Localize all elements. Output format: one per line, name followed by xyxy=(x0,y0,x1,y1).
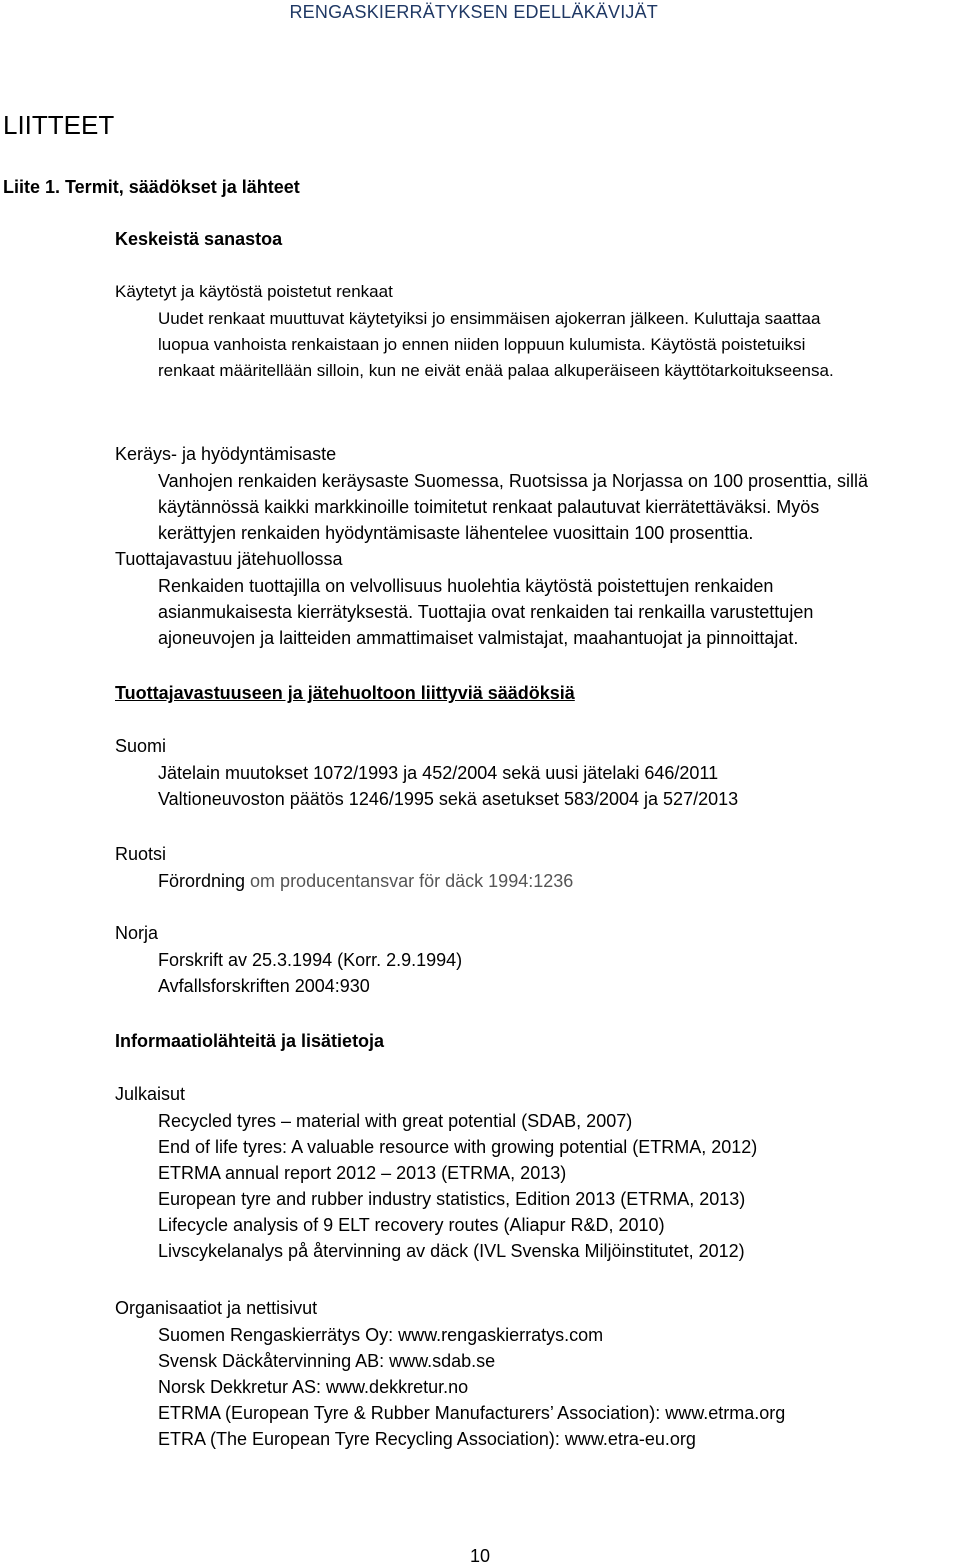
organizations-list xyxy=(158,1322,785,1452)
term-definition xyxy=(158,441,868,546)
page-number: 10 xyxy=(469,1546,491,1566)
appendix-heading: Liite 1. Termit, säädökset ja lähteet xyxy=(3,177,300,197)
publication-item: Recycled tyres – material with great potential (SDAB, 2007) xyxy=(158,1111,633,1131)
regulation-list xyxy=(158,947,462,999)
definition-line: Uudet renkaat muuttuvat käytetyiksi jo ensimmäisen ajokerran jälkeen. Kuluttaja saattaa xyxy=(158,309,821,328)
organization-item: ETRA (The European Tyre Recycling Association): www.etra-eu.org xyxy=(158,1429,696,1449)
country-name: Norja xyxy=(115,923,159,943)
definition-line: asianmukaisesta kierrätyksestä. Tuottajia ovat renkaiden tai renkailla varustettujen xyxy=(158,602,814,622)
definition-line: Vanhojen renkaiden keräysaste Suomessa, Ruotsissa ja Norjassa on 100 prosenttia, sillä xyxy=(158,471,869,491)
organization-item: Norsk Dekkretur AS: www.dekkretur.no xyxy=(158,1377,469,1397)
definition-line: luopua vanhoista renkaistaan jo ennen niiden loppuun kulumista. Käytöstä poistetuiksi xyxy=(158,335,806,354)
regulation-item-part: om producentansvar för däck 1994:1236 xyxy=(245,871,574,891)
country-name: Ruotsi xyxy=(115,844,167,864)
term-title: Käytetyt ja käytöstä poistetut renkaat xyxy=(115,282,393,301)
publication-item: ETRMA annual report 2012 – 2013 (ETRMA, 2013) xyxy=(158,1163,567,1183)
organizations-heading: Organisaatiot ja nettisivut xyxy=(115,1298,318,1318)
term-definition xyxy=(158,573,813,651)
regulation-item: Avfallsforskriften 2004:930 xyxy=(158,976,370,996)
regulation-item xyxy=(158,868,573,894)
country-name: Suomi xyxy=(115,736,167,756)
glossary-heading: Keskeistä sanastoa xyxy=(115,229,283,249)
term-title: Keräys- ja hyödyntämisaste xyxy=(115,444,337,464)
sources-heading: Informaatiolähteitä ja lisätietoja xyxy=(115,1031,385,1051)
page-title: LIITTEET xyxy=(3,110,115,140)
publication-item: Livscykelanalys på återvinning av däck (IVL Svenska Miljöinstitutet, 2012) xyxy=(158,1241,745,1261)
publication-item: End of life tyres: A valuable resource with growing potential (ETRMA, 2012) xyxy=(158,1137,758,1157)
organization-item: Suomen Rengaskierrätys Oy: www.rengaskierratys.com xyxy=(158,1325,604,1345)
regulations-heading: Tuottajavastuuseen ja jätehuoltoon liittyviä säädöksiä xyxy=(115,683,575,703)
publications-list xyxy=(158,1108,757,1264)
definition-line: kerättyjen renkaiden hyödyntämisaste lähentelee vuosittain 100 prosenttia. xyxy=(158,523,754,543)
publication-item: Lifecycle analysis of 9 ELT recovery routes (Aliapur R&D, 2010) xyxy=(158,1215,665,1235)
publications-heading: Julkaisut xyxy=(115,1084,186,1104)
definition-line: renkaat määritellään silloin, kun ne eivät enää palaa alkuperäiseen käyttötarkoitukseensa. xyxy=(158,361,834,380)
definition-line: ajoneuvojen ja laitteiden ammattimaiset valmistajat, maahantuojat ja pinnoittajat. xyxy=(158,628,799,648)
regulation-item-part: Förordning xyxy=(158,871,246,891)
organization-item: Svensk Däckåtervinning AB: www.sdab.se xyxy=(158,1351,496,1371)
regulation-item: Forskrift av 25.3.1994 (Korr. 2.9.1994) xyxy=(158,950,463,970)
definition-line: Renkaiden tuottajilla on velvollisuus huolehtia käytöstä poistettujen renkaiden xyxy=(158,576,774,596)
term-definition xyxy=(158,306,834,384)
regulation-list xyxy=(158,760,738,812)
regulation-item: Valtioneuvoston päätös 1246/1995 sekä asetukset 583/2004 ja 527/2013 xyxy=(158,789,739,809)
regulation-item: Jätelain muutokset 1072/1993 ja 452/2004 sekä uusi jätelaki 646/2011 xyxy=(158,763,719,783)
publication-item: European tyre and rubber industry statistics, Edition 2013 (ETRMA, 2013) xyxy=(158,1189,746,1209)
term-title: Tuottajavastuu jätehuollossa xyxy=(115,549,343,569)
definition-line: käytännössä kaikki markkinoille toimitetut renkaat palautuvat kierrätettäväksi. Myös xyxy=(158,497,820,517)
running-header: RENGASKIERRÄTYKSEN EDELLÄKÄVIJÄT xyxy=(289,2,658,22)
organization-item: ETRMA (European Tyre & Rubber Manufacturers’ Association): www.etrma.org xyxy=(158,1403,786,1423)
